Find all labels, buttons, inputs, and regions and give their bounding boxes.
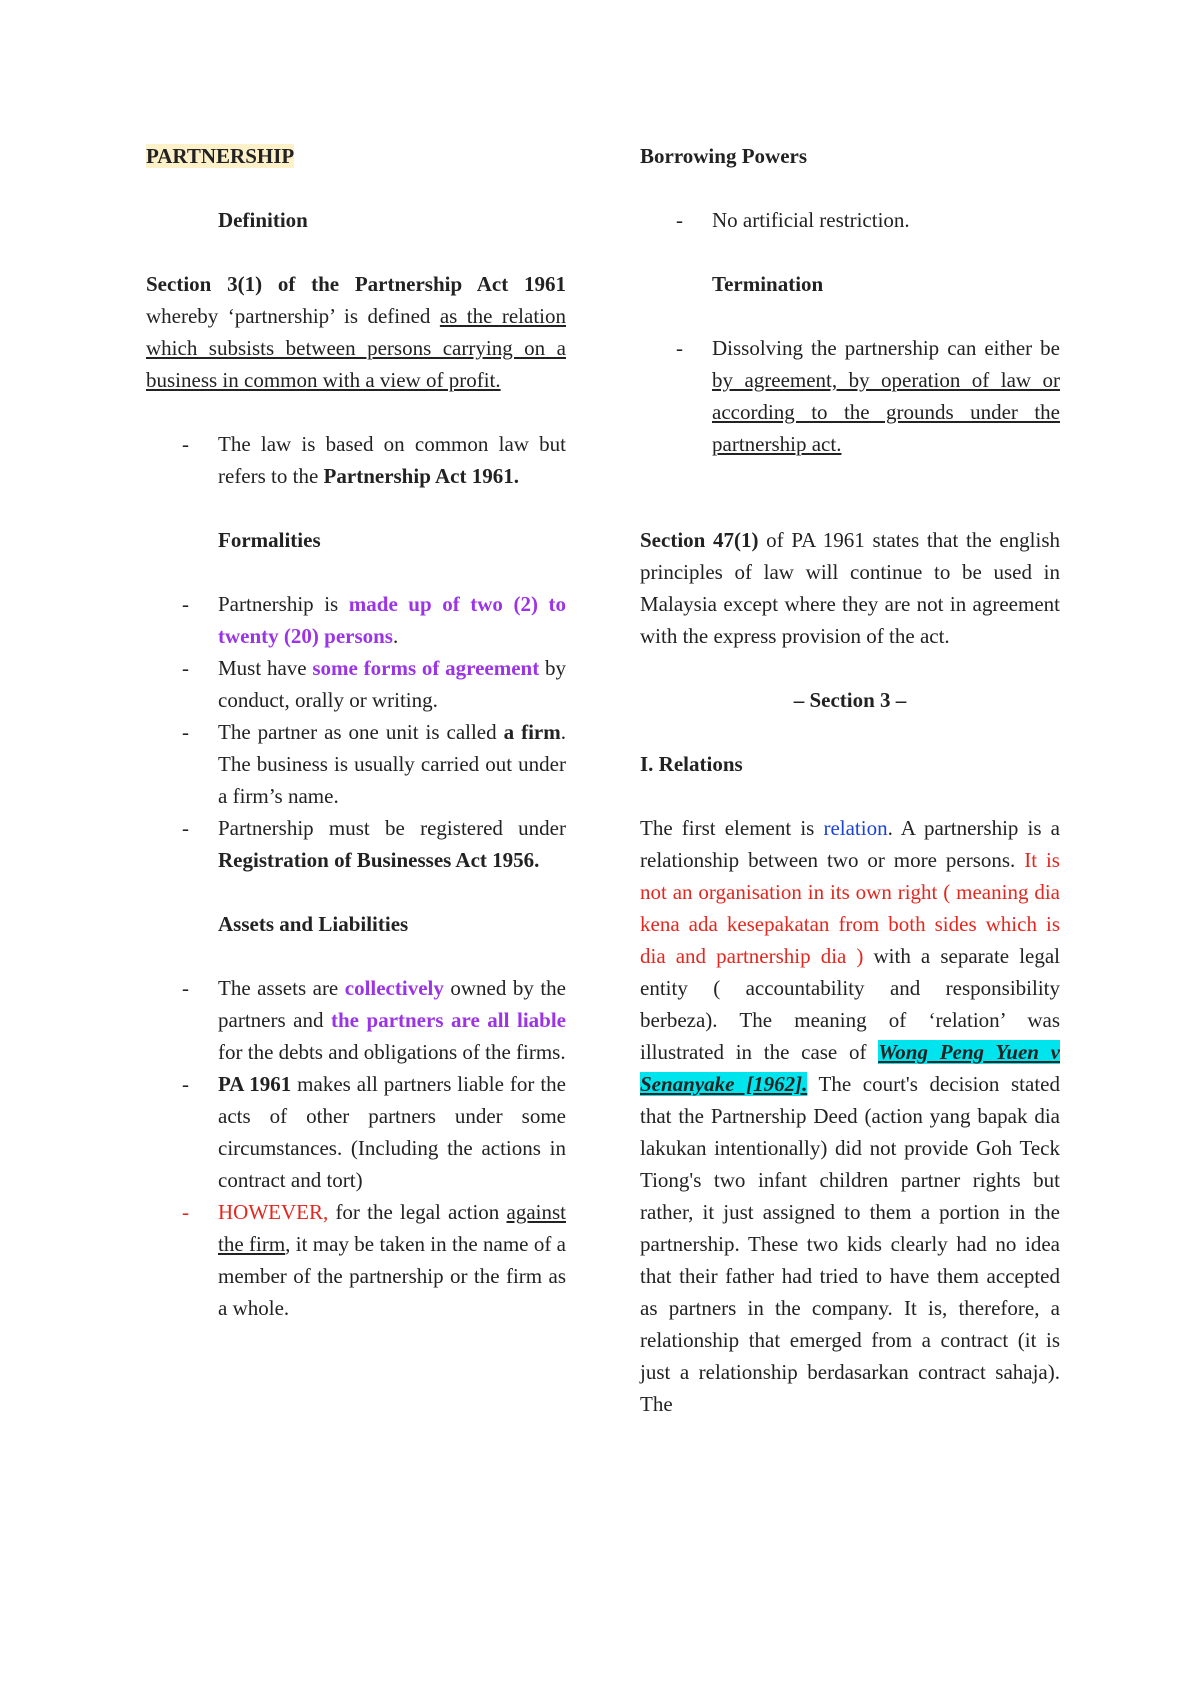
list-item: - The assets are collectively owned by the partners and the partners are all liable for the debts and obligations of the firms. [146, 972, 566, 1068]
relations-paragraph: The first element is relation. A partnership is a relationship between two or more persons. It is not an organisation in its own right ( meaning dia kena ada kesepakatan from both sides which is dia and partnership dia ) with a separate legal entity ( accountability and responsibility berbeza). The meaning of ‘relation’ was illustrated in the case of Wong Peng Yuen v Senanyake [1962]. The court's decision stated that the Partnership Deed (action yang bapak dia lakukan intentionally) did not provide Goh Teck Tiong's two infant children partner rights but rather, it just assigned to them a portion in the partnership. These two kids clearly had no idea that their father had tried to have them accepted as partners in the company. It is, therefore, a relationship that emerged from a contract (it is just a relationship berdasarkan contract sahaja). The [640, 816, 1060, 1416]
termination-heading: Termination [712, 272, 824, 296]
list-item: - Dissolving the partnership can either be by agreement, by operation of law or according to the grounds under the partnership act. [640, 332, 1060, 460]
list-item: - Partnership must be registered under Registration of Businesses Act 1956. [146, 812, 566, 876]
right-column [640, 140, 1060, 1420]
definition-paragraph: Section 3(1) of the Partnership Act 1961 whereby ‘partnership’ is defined as the relation which subsists between persons carrying on a business in common with a view of profit. [146, 272, 566, 392]
document-title: PARTNERSHIP [146, 144, 295, 168]
left-column [146, 140, 566, 1324]
assets-heading: Assets and Liabilities [218, 912, 409, 936]
formalities-list [146, 588, 566, 876]
formalities-heading: Formalities [218, 528, 321, 552]
list-item: - PA 1961 makes all partners liable for the acts of other partners under some circumstances. (Including the actions in contract and tort) [146, 1068, 566, 1196]
list-item: - The partner as one unit is called a firm. The business is usually carried out under a firm’s name. [146, 716, 566, 812]
list-item: - HOWEVER, for the legal action against the firm, it may be taken in the name of a member of the partnership or the firm as a whole. [146, 1196, 566, 1324]
borrowing-heading: Borrowing Powers [640, 144, 808, 168]
relations-heading: I. Relations [640, 752, 743, 776]
list-item: - No artificial restriction. [640, 204, 1060, 236]
list-item: - Must have some forms of agreement by conduct, orally or writing. [146, 652, 566, 716]
list-item: - The law is based on common law but refers to the Partnership Act 1961. [146, 428, 566, 492]
definition-text: as the relation which subsists between persons carrying on a business in common with a view of profit. [146, 304, 566, 392]
section-reference: Section 3(1) of the Partnership Act 1961 [146, 272, 566, 296]
borrowing-list [640, 204, 1060, 236]
law-list [146, 428, 566, 492]
termination-list [640, 332, 1060, 460]
section-3-heading: – Section 3 – [793, 688, 907, 712]
list-item: - Partnership is made up of two (2) to twenty (20) persons. [146, 588, 566, 652]
definition-heading: Definition [218, 208, 308, 232]
case-citation: Wong Peng Yuen v Senanyake [1962]. [640, 1040, 1060, 1096]
section-47-paragraph: Section 47(1) of PA 1961 states that the english principles of law will continue to be used in Malaysia except where they are not in agreement with the express provision of the act. [640, 528, 1060, 648]
assets-list [146, 972, 566, 1324]
